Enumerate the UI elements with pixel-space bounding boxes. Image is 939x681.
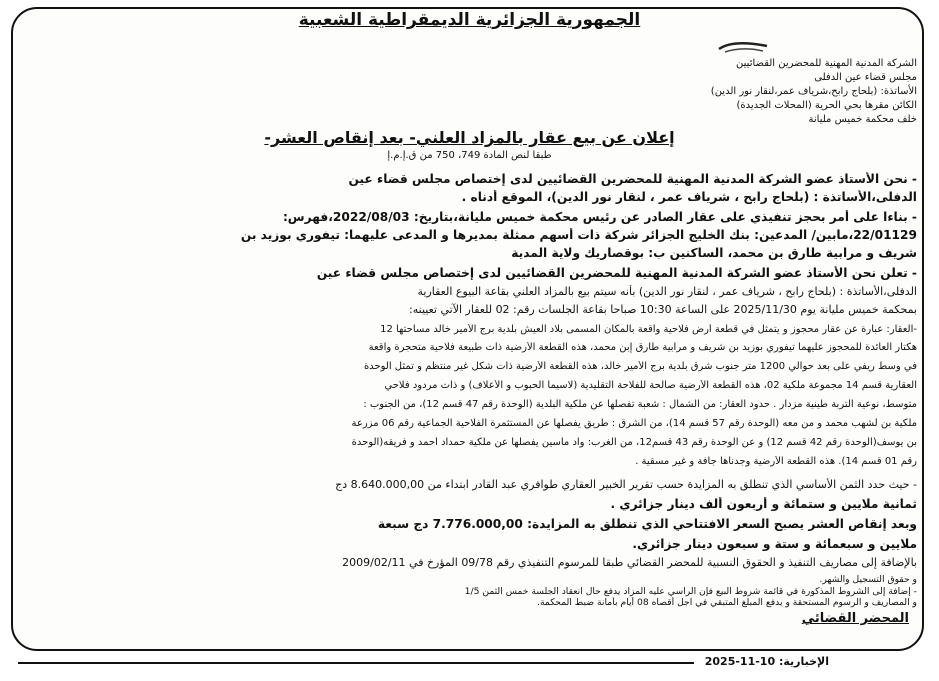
price-line: ملايين و سبعمائة و ستة و سبعون دينار جزائري.	[632, 537, 917, 551]
body-line: - تعلن نحن الأستاذ عضو الشركة المدنية المهنية للمحضرين القضائيين لدى إختصاص مجلس قضاء عين	[316, 266, 917, 280]
company-line: خلف محكمة خميس مليانة	[808, 114, 917, 125]
stamp-mark	[717, 40, 769, 54]
body-line: - بناءا على أمر بحجز تنفيذي على عقار الصادر عن رئيس محكمة خميس مليانة،بتاريخ: 2022/08/03،فهرس:	[282, 210, 917, 224]
company-line: الكائن مقرها بحي الحرية (المحلات الجديدة)	[736, 100, 917, 111]
price-line: - حيث حدد الثمن الأساسي الذي تنطلق به المزايدة حسب تقرير الخبير العقاري طوافري عبد القادر ابتداء من 8.640.000,00 دج	[335, 478, 917, 491]
fee-line: و حقوق التسجيل والشهر.	[819, 574, 917, 585]
announcement-subtitle: طبقا لنص المادة 749، 750 من ق.إ.م.إ	[387, 150, 552, 161]
fee-line: بالإضافة إلى مصاريف التنفيذ و الحقوق النسبية للمحضر القضائي طبقا للمرسوم التنفيذي رقم 09/78 المؤرخ في 2009/02/11	[342, 556, 917, 569]
footer-rule	[18, 662, 694, 664]
body-line: العقارية قسم 14 مجموعة ملكية 02، هذه القطعة الأرضية صالحة للفلاحة التقليدية (لاسيما الحبوب و الأعلاف) و ذات مردود فلاحي	[384, 380, 917, 391]
announcement-title: إعلان عن بيع عقار بالمزاد العلني- بعد إنقاص العشر-	[264, 128, 675, 147]
body-line: -العقار: عبارة عن عقار محجوز و يتمثل في قطعة أرض فلاحية واقعة بالمكان المسمى بلاد العيش بلدية برج الأمير خالد مساحتها 12	[380, 324, 917, 335]
price-line: ثمانية ملايين و ستمائة و أربعون ألف دينار جزائري .	[610, 497, 917, 511]
body-line: رقم 01 قسم 14). هذه القطعة الأرضية وجدناها جافة و غير مسقية .	[635, 456, 917, 467]
body-line: الدفلى،الأساتذة : (بلحاج رابح ، شرياف عمر ، لنقار نور الدين) بأنه سيتم بيع بالمزاد العلني بقاعة البيوع العقارية	[417, 285, 917, 298]
price-line: وبعد إنقاص العشر يصبح السعر الافتتاحي الذي تنطلق به المزايدة: 7.776.000,00 دج سبعة	[377, 517, 917, 531]
bailiff-signature: المحضر القضائي	[801, 611, 909, 626]
body-line: ملكية بن لشهب محمد و من معه (الوحدة رقم 57 قسم 14)، من الشرق : طريق يفصلها عن المستثمرة الفلاحية الجماعية رقم 06 مزرعة	[351, 418, 917, 429]
company-line: الأساتذة: (بلحاج رابح،شرياف عمر،لنقار نور الدين)	[710, 86, 917, 97]
body-line: - نحن الأستاذ عضو الشركة المدنية المهنية للمحضرين القضائيين لدى إختصاص مجلس قضاء عين	[348, 172, 917, 186]
body-line: متوسط، نوعية التربة طينية مزدار . حدود العقار: من الشمال : شعبة تفصلها عن ملكية البلدية (الوحدة رقم 47 قسم 12)، من الجنوب :	[363, 399, 917, 410]
footer-stamp	[705, 655, 829, 668]
body-line: في وسط ريفي على بعد حوالي 1200 متر جنوب شرق بلدية برج الأمير خالد، هذه القطعة الأرضية ذات شكل غير منتظم و تمثل الوحدة	[363, 361, 917, 372]
body-line: بمحكمة خميس مليانة يوم 2025/11/30 على الساعة 10:30 صباحا بقاعة الجلسات رقم: 02 للعقار الآتي تعيينه:	[409, 303, 917, 316]
body-line: هكتار العائدة للمحجوز عليهما تيفوري بوزيد بن شريف و مرابية طارق إبن محمد، هذه القطعة الأرضية ذات طبيعة فلاحية متحجرة واقعة	[368, 342, 917, 353]
body-line: بن يوسف(الوحدة رقم 42 قسم 12) و عن الوحدة رقم 43 قسم12، من الغرب: واد ماسين يفصلها عن ملكية حمداد أحمد و فريقه(الوحدة	[351, 437, 917, 448]
body-line: 22/01129،مابين/ المدعين: بنك الخليج الجزائر شركة ذات أسهم ممثلة بمديرها و المدعى عليهما: تيفوري بوزيد بن	[240, 228, 917, 242]
footer-label: الإخبارية:	[778, 655, 829, 668]
fee-line: و المصاريف و الرسوم المستحقة و يدفع المبلغ المتبقي في اجل أقصاه 08 أيام بأمانة ضبط المحكمة.	[537, 597, 917, 608]
footer-date: 2025-11-10	[704, 655, 776, 668]
republic-heading: الجمهورية الجزائرية الديمقراطية الشعبية	[298, 10, 641, 30]
fee-line: - إضافة إلى الشروط المذكورة في قائمة شروط البيع فإن الراسي عليه المزاد يدفع حال انعقاد الجلسة خمس الثمن 1/5	[464, 586, 917, 597]
body-line: الدفلى،الأساتذة : (بلحاج رابح ، شرياف عمر ، لنقار نور الدين)، الموقع أدناه .	[461, 190, 917, 204]
company-line: مجلس قضاء عين الدفلى	[814, 72, 917, 83]
body-line: شريف و مرابية طارق بن محمد، الساكنين ب: بوقصاريك ولاية المدية	[511, 246, 917, 260]
company-line: الشركة المدنية المهنية للمحضرين القضائيين	[736, 58, 917, 69]
